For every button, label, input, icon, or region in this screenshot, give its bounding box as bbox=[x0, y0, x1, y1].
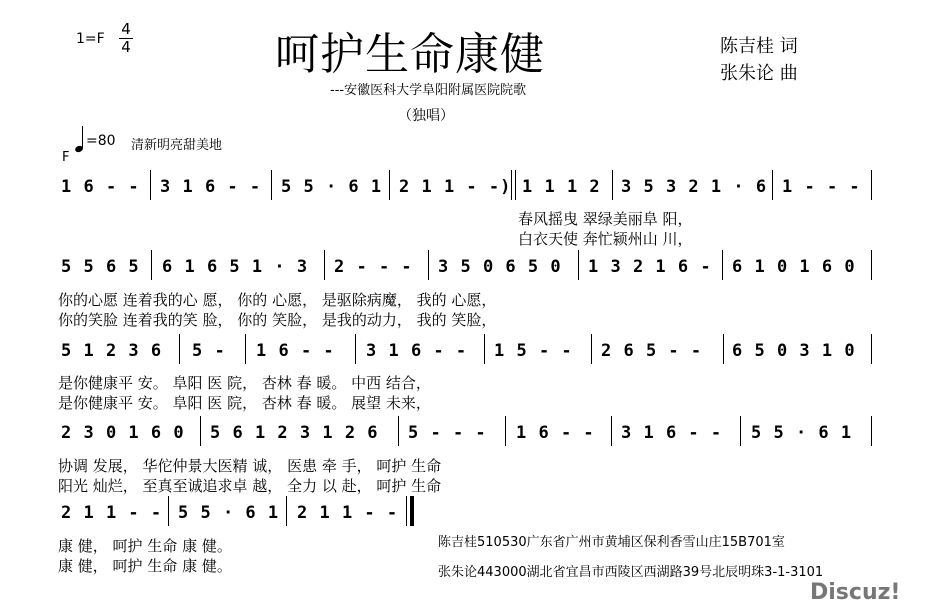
measure: 5 5 · 6 1 bbox=[281, 177, 383, 197]
measure: 1 6 - - bbox=[516, 423, 595, 443]
lyrics-verse-2: 你的笑脸 连着我的笑 脸， 你的 笑脸， 是我的动力， 我的 笑脸， bbox=[58, 311, 497, 329]
quarter-note-icon bbox=[74, 145, 84, 153]
bar-line bbox=[179, 334, 180, 364]
bar-line bbox=[871, 416, 872, 446]
bar-line bbox=[428, 250, 429, 280]
measure: 2 1 1 - -) bbox=[399, 177, 512, 197]
measure: 1 6 - - bbox=[256, 341, 335, 361]
measure: 5 5 · 6 1 bbox=[751, 423, 853, 443]
measure: 3 1 6 - - bbox=[366, 341, 468, 361]
bar-line bbox=[245, 334, 246, 364]
measure: 5 1 2 3 6 bbox=[61, 341, 163, 361]
bar-line bbox=[772, 170, 773, 200]
final-bar-thick bbox=[410, 496, 414, 526]
measure: 1 5 - - bbox=[494, 341, 573, 361]
lyrics-verse-1: 是你健康平 安。 阜阳 医 院， 杏林 春 暖。 中西 结合， bbox=[58, 374, 431, 392]
bar-line bbox=[871, 250, 872, 280]
measure: 1 6 - - bbox=[61, 177, 140, 197]
bar-line bbox=[740, 416, 741, 446]
lyrics-verse-2: 白衣天使 奔忙颍州山 川， bbox=[518, 230, 693, 248]
measure: 6 5 0 3 1 0 bbox=[732, 341, 856, 361]
bar-line bbox=[200, 416, 201, 446]
measure: 1 1 1 2 bbox=[522, 177, 601, 197]
lyrics-verse-2: 阳光 灿烂， 至真至诚追求卓 越， 全力 以 赴， 呵护 生命 bbox=[58, 477, 442, 495]
measure: 5 5 6 5 bbox=[61, 257, 140, 277]
key-signature: 1=F bbox=[76, 31, 105, 47]
bar-line bbox=[871, 170, 872, 200]
lyrics-verse-1: 协调 发展， 华佗仲景大医精 诚， 医患 牵 手， 呵护 生命 bbox=[58, 457, 442, 475]
tempo-key-letter: F bbox=[62, 150, 70, 165]
composer-address: 张朱论443000湖北省宜昌市西陵区西湖路39号北辰明珠3-1-3101 bbox=[438, 565, 824, 580]
composer-credit: 张朱论 曲 bbox=[720, 63, 798, 84]
lyrics-verse-2: 是你健康平 安。 阜阳 医 院， 杏林 春 暖。 展望 未来， bbox=[58, 394, 431, 412]
bar-line bbox=[389, 170, 390, 200]
lyrics-verse-1: 康 健， 呵护 生命 康 健。 bbox=[58, 537, 232, 555]
bar-line bbox=[723, 334, 724, 364]
bar-line bbox=[324, 250, 325, 280]
measure: 6 1 6 5 1 · 3 bbox=[162, 257, 309, 277]
bar-line bbox=[612, 170, 613, 200]
song-title: 呵护生命康健 bbox=[275, 29, 545, 80]
bar-line bbox=[271, 170, 272, 200]
measure: 2 3 0 1 6 0 bbox=[61, 423, 185, 443]
time-signature bbox=[119, 22, 133, 55]
bar-line bbox=[398, 416, 399, 446]
time-signature-bottom: 4 bbox=[121, 38, 131, 56]
final-bar-thin bbox=[406, 496, 407, 526]
song-subtitle: ---安徽医科大学阜阳附属医院院歌 bbox=[330, 83, 527, 98]
measure: 1 3 2 1 6 - bbox=[588, 257, 712, 277]
measure: 2 1 1 - - bbox=[297, 503, 399, 523]
measure: 3 1 6 - - bbox=[621, 423, 723, 443]
bar-line bbox=[286, 496, 287, 526]
bar-line bbox=[515, 170, 516, 200]
bar-line bbox=[591, 334, 592, 364]
measure: 3 1 6 - - bbox=[160, 177, 262, 197]
measure: 1 - - - bbox=[782, 177, 861, 197]
watermark: Discuz! bbox=[810, 580, 901, 605]
measure: 5 6 1 2 3 1 2 6 bbox=[210, 423, 379, 443]
lyricist-address: 陈吉桂510530广东省广州市黄埔区保利香雪山庄15B701室 bbox=[438, 535, 785, 550]
bar-line bbox=[484, 334, 485, 364]
bar-line bbox=[511, 170, 512, 200]
measure: 6 1 0 1 6 0 bbox=[732, 257, 856, 277]
bar-line bbox=[168, 496, 169, 526]
measure: 5 5 · 6 1 bbox=[178, 503, 280, 523]
bar-line bbox=[150, 170, 151, 200]
measure: 5 - bbox=[192, 341, 226, 361]
performance-type: （独唱） bbox=[398, 108, 454, 124]
expression-marking: 清新明亮甜美地 bbox=[131, 138, 223, 153]
measure: 2 6 5 - - bbox=[601, 341, 703, 361]
bar-line bbox=[871, 334, 872, 364]
bar-line bbox=[505, 416, 506, 446]
time-signature-top: 4 bbox=[121, 20, 131, 38]
tempo-marking: =80 bbox=[86, 133, 116, 149]
measure: 3 5 0 6 5 0 bbox=[438, 257, 562, 277]
measure: 2 - - - bbox=[334, 257, 413, 277]
lyrics-verse-1: 你的心愿 连着我的心 愿， 你的 心愿， 是驱除病魔， 我的 心愿， bbox=[58, 291, 497, 309]
measure: 3 5 3 2 1 · 6 bbox=[621, 177, 768, 197]
bar-line bbox=[355, 334, 356, 364]
lyrics-verse-2: 康 健， 呵护 生命 康 健。 bbox=[58, 557, 232, 575]
bar-line bbox=[151, 250, 152, 280]
bar-line bbox=[611, 416, 612, 446]
measure: 2 1 1 - - bbox=[61, 503, 163, 523]
bar-line bbox=[722, 250, 723, 280]
measure: 5 - - - bbox=[408, 423, 487, 443]
quarter-note-stem bbox=[82, 126, 83, 148]
lyrics-verse-1: 春风摇曳 翠绿美丽阜 阳， bbox=[518, 210, 693, 228]
bar-line bbox=[578, 250, 579, 280]
lyricist-credit: 陈吉桂 词 bbox=[720, 36, 798, 57]
